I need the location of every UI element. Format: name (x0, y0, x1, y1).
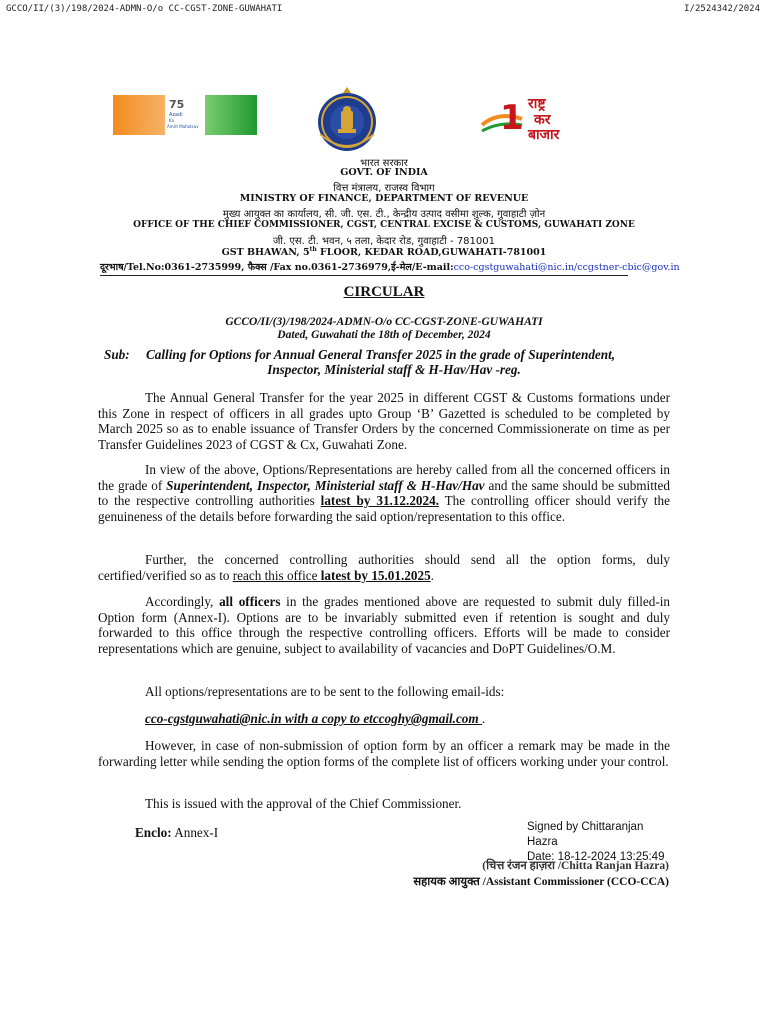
rashtra-kar-bazaar-logo (478, 93, 596, 143)
paragraph-1: The Annual General Transfer for the year 2025 in different CGST & Customs formations under this Zone in respect of officers in all grades upto Group ‘B’ Gazetted is scheduled to be completed by March 2025 so as to enable issuance of Transfer Orders by the concerned Commissionerate on time as per Transfer Guidelines 2023 of CGST & Cx, Guwahati Zone. (98, 390, 670, 452)
contact-email-link[interactable]: cco-cgstguwahati@nic.in/ccgstner-cbic@gov.in (453, 262, 680, 273)
signatory-designation: सहायक आयुक्त /Assistant Commissioner (CCO-CCA) (413, 876, 669, 888)
paragraph-5: All options/representations are to be sent to the following email-ids: (145, 684, 505, 699)
office-hindi: मुख्य आयुक्त का कार्यालय, सी. जी. एस. टी., केन्द्रीय उत्पाद वसीमा शुल्क, गुवाहाटी ज़ोन (222, 209, 546, 220)
govt-english: GOVT. OF INDIA (340, 167, 428, 178)
azadi-text: Azadi (169, 112, 183, 118)
deadline-this-office: latest by 15.01.2025 (320, 567, 431, 583)
paragraph-4: Accordingly, all officers in the grades mentioned above are requested to submit duly filled-in Option form (Annex-I). Options are to be invariably submitted even if retention is sought and duly forwarded to this office through the respective controlling officers. Efforts will be made to consider representations which are genuine, subject to availability of vacancies and DoPT Guidelines/O.M. (98, 594, 671, 656)
file-reference-header: GCCO/II/(3)/198/2024-ADMN-O/o CC-CGST-ZONE-GUWAHATI (6, 4, 283, 14)
ministry-english: MINISTRY OF FINANCE, DEPARTMENT OF REVENUE (239, 193, 529, 204)
address-english: GST BHAWAN, 5th FLOOR, KEDAR ROAD,GUWAHATI-781001 (221, 246, 547, 259)
address-hindi: जी. एस. टी. भवन, ५ तला, केदार रोड, गुवाहाटी - 781001 (273, 236, 495, 247)
subject-label: Sub: (104, 347, 130, 362)
signature-line-2: Hazra (527, 836, 558, 848)
signature-date: Date: 18-12-2024 13:25:49 (527, 851, 665, 863)
paragraph-2: In view of the above, Options/Representations are hereby called from all the concerned officers in the grade of Superintendent, Inspector, Ministerial staff & H-Hav/Hav and the same should be submitted to the respective controlling authorities latest by 31.12.2024. The controlling officer should verify the genuineness of the details before forwarding the said option/representation to this office. (98, 462, 670, 524)
subject-line-2: Inspector, Ministerial staff & H-Hav/Hav -reg. (267, 362, 521, 377)
circular-date: Dated, Guwahati the 18th of December, 2024 (277, 329, 491, 341)
circular-heading: CIRCULAR (343, 284, 425, 300)
svg-text:राष्ट्र: राष्ट्र (528, 96, 546, 112)
document-number-header: I/2524342/2024 (684, 4, 760, 14)
enclosure: Enclo: Annex-I (135, 825, 219, 840)
paragraph-7: However, in case of non-submission of option form by an officer a remark may be made in the forwarding letter while sending the option forms of the complete list of officers working under your control. (98, 738, 670, 769)
svg-text:Ka: Ka (169, 118, 175, 123)
svg-text:1: 1 (500, 98, 524, 138)
email-ids-line: cco-cgstguwahati@nic.in with a copy to etccoghy@gmail.com . (145, 711, 486, 726)
deadline-controlling-authorities: latest by 31.12.2024. (320, 493, 439, 509)
letterhead-divider (100, 275, 628, 276)
ministry-hindi: वित्त मंत्रालय, राजस्व विभाग (333, 183, 435, 194)
cbic-emblem-logo (314, 84, 380, 156)
svg-text:बाजार: बाजार (528, 127, 560, 143)
signatory-name: (चित्त रंजन हाज़रा /Chitta Ranjan Hazra) (482, 860, 669, 872)
paragraph-8: This is issued with the approval of the Chief Commissioner. (145, 796, 462, 811)
subject-line-1: Calling for Options for Annual General Transfer 2025 in the grade of Superintendent, (146, 347, 616, 362)
contact-line: दूरभाष/Tel.No:0361-2735999, फैक्स /Fax no.0361-2736979,ई-मेल/E-mail:cco-cgstguwahati@nic.in/ccgstner-cbic@gov.in (100, 262, 680, 273)
svg-text:75: 75 (169, 98, 185, 111)
govt-hindi: भारत सरकार (360, 158, 408, 169)
svg-text:Amrit Mahotsav: Amrit Mahotsav (167, 124, 199, 129)
paragraph-3: Further, the concerned controlling authorities should send all the option forms, duly certified/verified so as to reach this office latest by 15.01.2025. (98, 552, 670, 583)
signature-line-1: Signed by Chittaranjan (527, 821, 644, 833)
svg-text:कर: कर (534, 112, 551, 128)
email-ids-link[interactable]: cco-cgstguwahati@nic.in with a copy to etccoghy@gmail.com (145, 711, 482, 726)
office-english: OFFICE OF THE CHIEF COMMISSIONER, CGST, CENTRAL EXCISE & CUSTOMS, GUWAHATI ZONE (133, 220, 635, 230)
circular-reference: GCCO/II/(3)/198/2024-ADMN-O/o CC-CGST-ZONE-GUWAHATI (225, 316, 543, 328)
azadi-ka-amrit-mahotsav-logo (113, 95, 257, 135)
